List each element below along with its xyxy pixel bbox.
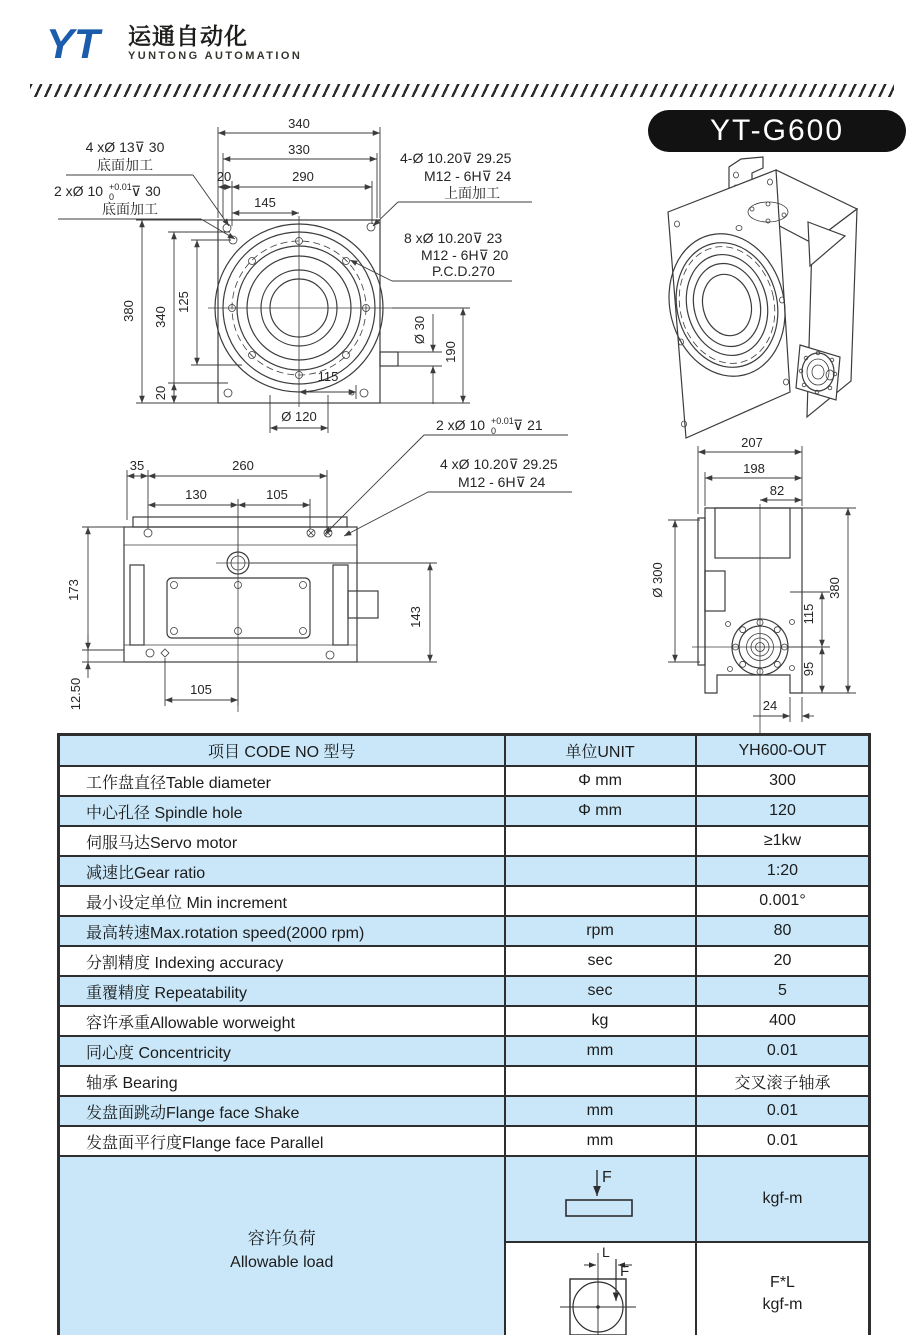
dim-143: 143 — [408, 606, 423, 628]
row-unit: sec — [505, 946, 696, 976]
brand-block — [128, 24, 302, 63]
side-view-drawing — [30, 405, 680, 725]
row-item: 发盘面跳动Flange face Shake — [59, 1096, 505, 1126]
side-view-notes — [325, 416, 572, 536]
dim-260: 260 — [232, 458, 254, 473]
dim-24: 24 — [762, 698, 778, 713]
dim-340-top: 340 — [288, 116, 310, 131]
table-row — [59, 976, 870, 1006]
row-value: 5 — [696, 976, 870, 1006]
row-value: 0.001° — [696, 886, 870, 916]
note3-line3: 上面加工 — [444, 185, 500, 201]
load2-f-label: F — [620, 1263, 630, 1280]
row-value: 80 — [696, 916, 870, 946]
row-unit: kg — [505, 1006, 696, 1036]
dim-290: 290 — [292, 169, 314, 184]
row-item: 轴承 Bearing — [59, 1066, 505, 1096]
side-note1-sub: 0 — [491, 426, 497, 436]
header-item: 项目 CODE NO 型号 — [59, 735, 505, 767]
load1-unit: kgf-m — [696, 1156, 870, 1242]
row-value: 400 — [696, 1006, 870, 1036]
dim-173: 173 — [66, 579, 81, 601]
dim-20-bottom: 20 — [153, 385, 168, 401]
row-value: 交叉滚子轴承 — [696, 1066, 870, 1096]
note2-sub: 0 — [109, 192, 115, 202]
load1-f-label: F — [602, 1168, 612, 1186]
load2-unit — [696, 1242, 870, 1335]
row-item: 减速比Gear ratio — [59, 856, 505, 886]
load2-l-label: L — [602, 1244, 610, 1260]
note3-line2: M12 - 6H⊽ 24 — [424, 168, 512, 184]
row-unit: mm — [505, 1096, 696, 1126]
note4-line2: M12 - 6H⊽ 20 — [421, 247, 509, 263]
table-row — [59, 796, 870, 826]
table-row — [59, 1126, 870, 1156]
row-value: 0.01 — [696, 1096, 870, 1126]
dim-d120: Ø 120 — [281, 409, 317, 424]
dim-20-top: 20 — [216, 169, 232, 184]
load-label-cell — [59, 1156, 505, 1335]
hatch-divider — [30, 84, 894, 97]
side-view-dimensions — [66, 458, 437, 710]
model-badge: YT-G600 — [648, 110, 906, 152]
table-row — [59, 856, 870, 886]
note2-line2: 底面加工 — [102, 201, 158, 217]
note4-line1: 8 xØ 10.20⊽ 23 — [404, 230, 503, 246]
row-item: 最高转速Max.rotation speed(2000 rpm) — [59, 916, 505, 946]
company-logo — [42, 18, 128, 68]
end-view-geometry — [692, 504, 812, 740]
row-value: 20 — [696, 946, 870, 976]
load-diagram-fl-icon — [540, 1243, 660, 1335]
side-note2-line2: M12 - 6H⊽ 24 — [458, 474, 546, 490]
dim-d300: Ø 300 — [650, 562, 665, 598]
spec-table — [57, 733, 871, 1335]
load2-unit-line2: kgf-m — [762, 1295, 803, 1313]
note2-main: 2 xØ 10 — [54, 183, 104, 199]
brand-name-en: YUNTONG AUTOMATION — [128, 50, 303, 62]
row-item: 发盘面平行度Flange face Parallel — [59, 1126, 505, 1156]
front-view-notes — [54, 139, 532, 281]
load-diagram-fl-cell — [505, 1242, 696, 1335]
dim-35: 35 — [129, 458, 145, 473]
dim-340-left: 340 — [153, 306, 168, 328]
row-item: 分割精度 Indexing accuracy — [59, 946, 505, 976]
dim-380-left: 380 — [121, 300, 136, 322]
row-unit: mm — [505, 1126, 696, 1156]
row-value: 300 — [696, 766, 870, 796]
side-note1-main: 2 xØ 10 — [436, 417, 486, 433]
dim-130: 130 — [185, 487, 207, 502]
dim-95: 95 — [801, 661, 816, 677]
dim-115: 115 — [801, 603, 816, 625]
note3-line1: 4-Ø 10.20⊽ 29.25 — [400, 150, 512, 166]
row-item: 伺服马达Servo motor — [59, 826, 505, 856]
dim-198: 198 — [743, 461, 765, 476]
table-row — [59, 826, 870, 856]
table-row — [59, 886, 870, 916]
side-view-geometry — [124, 517, 378, 712]
end-view-dimensions — [650, 435, 856, 722]
side-note1-tail: ⊽ 21 — [513, 417, 543, 433]
header-value: YH600-OUT — [696, 735, 870, 767]
table-row — [59, 1066, 870, 1096]
load-label-en: Allowable load — [230, 1253, 334, 1271]
side-note1-sup: +0.01 — [491, 416, 514, 426]
yt-logo-mark-icon: YT — [46, 20, 100, 67]
dim-105-top: 105 — [266, 487, 288, 502]
table-row — [59, 916, 870, 946]
load-label-cn: 容许负荷 — [247, 1228, 316, 1248]
dim-145: 145 — [254, 195, 276, 210]
dim-207: 207 — [741, 435, 763, 450]
row-unit: mm — [505, 1036, 696, 1066]
table-row — [59, 1096, 870, 1126]
dim-125: 125 — [176, 291, 191, 313]
table-row — [59, 1036, 870, 1066]
isometric-view-drawing — [618, 155, 924, 435]
row-item: 同心度 Concentricity — [59, 1036, 505, 1066]
row-item: 重覆精度 Repeatability — [59, 976, 505, 1006]
row-unit: rpm — [505, 916, 696, 946]
dim-115: 115 — [317, 369, 339, 384]
note1-line1: 4 xØ 13⊽ 30 — [85, 139, 165, 155]
table-row — [59, 766, 870, 796]
dim-330: 330 — [288, 142, 310, 157]
dim-190: 190 — [443, 341, 458, 363]
row-value: 120 — [696, 796, 870, 826]
row-item: 容许承重Allowable worweight — [59, 1006, 505, 1036]
note2-sup: +0.01 — [109, 182, 132, 192]
brand-name-cn: 运通自动化 — [128, 23, 248, 49]
front-view-drawing — [40, 108, 670, 433]
row-value: ≥1kw — [696, 826, 870, 856]
row-item: 最小设定单位 Min increment — [59, 886, 505, 916]
dim-1250: 12.50 — [68, 677, 83, 711]
row-value: 1:20 — [696, 856, 870, 886]
table-header-row — [59, 735, 870, 767]
dim-d30: Ø 30 — [412, 315, 427, 345]
row-unit: sec — [505, 976, 696, 1006]
load-row-moment — [59, 1156, 870, 1242]
dim-82: 82 — [769, 483, 785, 498]
row-unit: Φ mm — [505, 766, 696, 796]
end-view-drawing — [630, 428, 924, 730]
load2-unit-line1: F*L — [770, 1273, 795, 1291]
row-item: 工作盘直径Table diameter — [59, 766, 505, 796]
side-note2-line1: 4 xØ 10.20⊽ 29.25 — [440, 456, 558, 472]
isometric-geometry — [654, 157, 857, 438]
table-row — [59, 946, 870, 976]
header-unit: 单位UNIT — [505, 735, 696, 767]
load-diagram-f-icon — [540, 1166, 660, 1228]
note2-tail: ⊽ 30 — [131, 183, 161, 199]
dim-380: 380 — [827, 577, 842, 599]
load-diagram-f-cell — [505, 1156, 696, 1242]
row-unit — [505, 886, 696, 916]
note1-line2: 底面加工 — [97, 157, 153, 173]
row-unit: Φ mm — [505, 796, 696, 826]
note4-line3: P.C.D.270 — [432, 263, 495, 279]
table-row — [59, 1006, 870, 1036]
row-unit — [505, 826, 696, 856]
row-value: 0.01 — [696, 1036, 870, 1066]
row-unit — [505, 856, 696, 886]
row-item: 中心孔径 Spindle hole — [59, 796, 505, 826]
dim-105-bottom: 105 — [190, 682, 212, 697]
row-unit — [505, 1066, 696, 1096]
front-view-geometry — [208, 216, 398, 407]
row-value: 0.01 — [696, 1126, 870, 1156]
